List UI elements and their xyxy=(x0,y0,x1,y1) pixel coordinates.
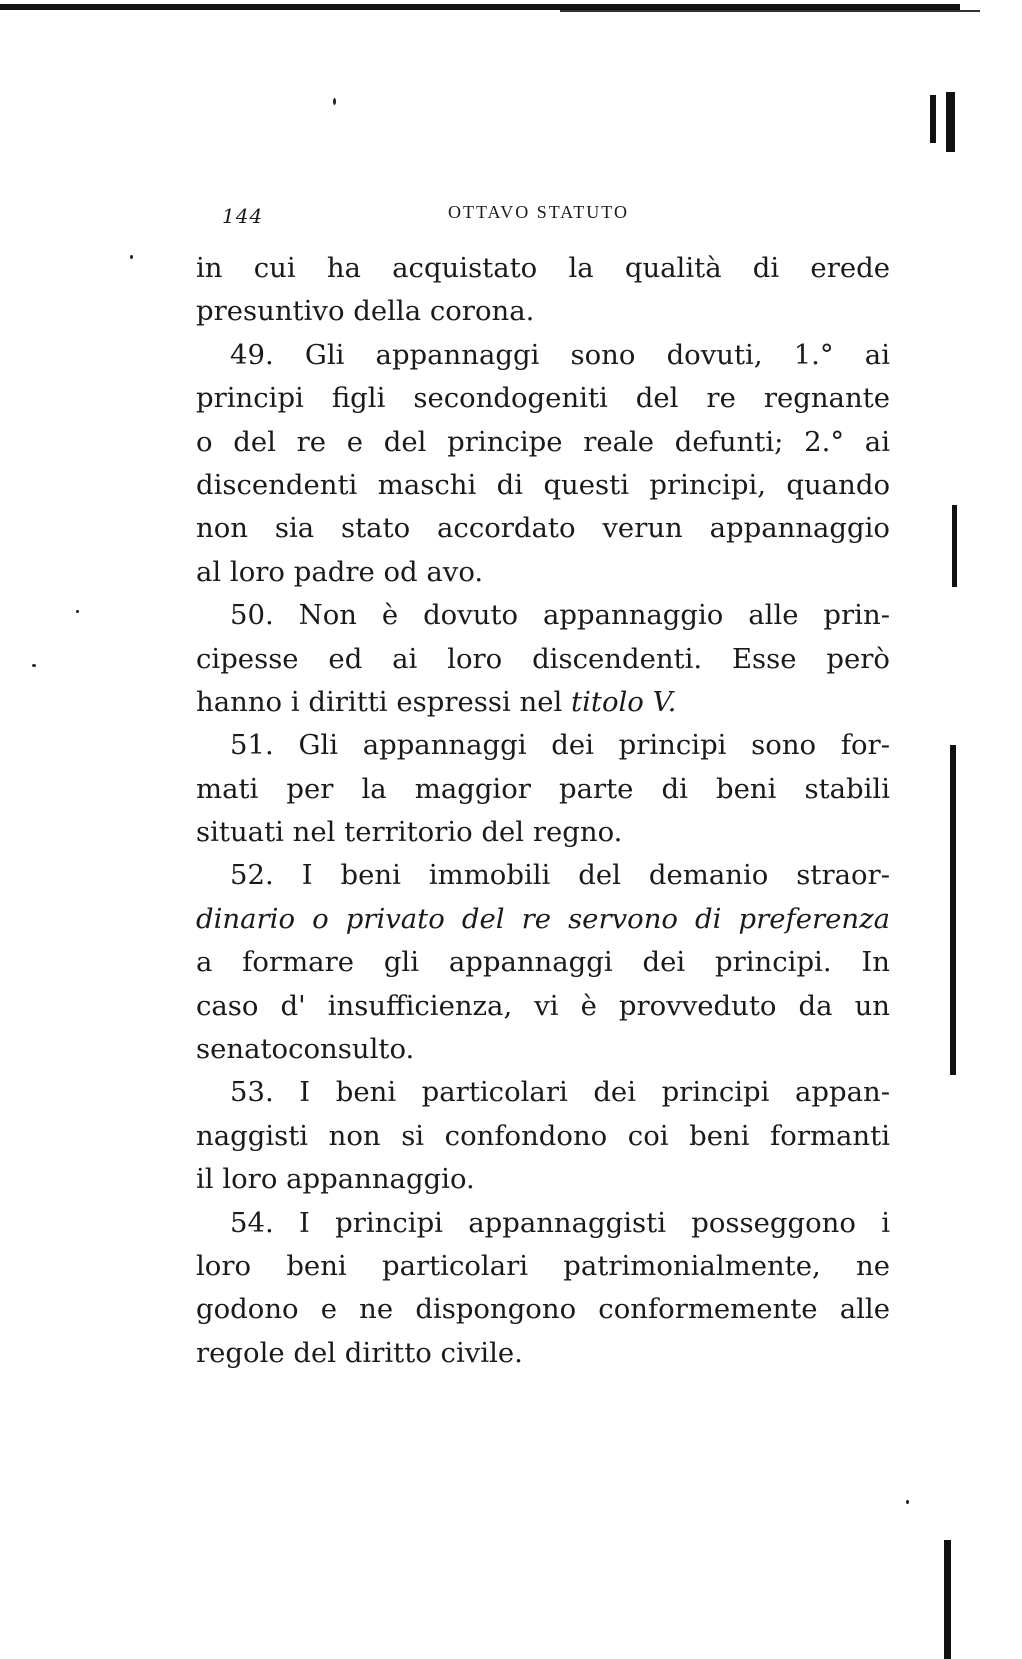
running-head xyxy=(222,202,722,232)
text-line: non sia stato accordato verun appannaggio xyxy=(196,512,890,545)
scan-top-border-thin xyxy=(560,10,980,12)
text-line: principi figli secondogeniti del re regnante xyxy=(196,382,890,415)
article-54-start: 54. I principi appannaggisti posseggono i xyxy=(230,1206,890,1239)
text-line: il loro appannaggio. xyxy=(196,1163,475,1196)
article-53-start: 53. I beni particolari dei principi appan- xyxy=(230,1076,890,1109)
text-line: caso d' insufficienza, vi è provveduto da un xyxy=(196,989,890,1022)
text-line: al loro padre od avo. xyxy=(196,555,484,588)
text-line xyxy=(196,681,890,724)
scan-speck xyxy=(333,98,336,105)
text-segment-italic: titolo V. xyxy=(571,685,677,718)
text-line: godono e ne dispongono conformemente alle xyxy=(196,1293,890,1326)
scan-edge-mark xyxy=(952,505,957,587)
text-line-italic: dinario o privato del re servono di preferenza xyxy=(196,902,890,935)
text-line: discendenti maschi di questi principi, quando xyxy=(196,468,890,501)
text-line: loro beni particolari patrimonialmente, ne xyxy=(196,1249,890,1282)
scan-speck xyxy=(130,255,133,259)
text-segment: hanno i diritti espressi nel xyxy=(196,685,563,718)
scan-speck xyxy=(76,610,79,613)
text-line: in cui ha acquistato la qualità di erede xyxy=(196,252,890,284)
text-line: naggisti non si confondono coi beni formanti xyxy=(196,1119,890,1152)
scan-edge-mark xyxy=(950,745,956,1075)
scan-edge-mark xyxy=(930,95,936,143)
article-50-start: 50. Non è dovuto appannaggio alle prin- xyxy=(230,599,890,632)
scan-edge-mark xyxy=(946,92,955,152)
article-49-start: 49. Gli appannaggi sono dovuti, 1.° ai xyxy=(230,338,890,371)
page-number: 144 xyxy=(222,204,264,228)
text-line: regole del diritto civile. xyxy=(196,1336,523,1369)
text-line: o del re e del principe reale defunti; 2.° ai xyxy=(196,425,890,458)
text-line: senatoconsulto. xyxy=(196,1033,415,1066)
article-51-start: 51. Gli appannaggi dei principi sono for- xyxy=(230,729,890,762)
scan-edge-mark xyxy=(944,1540,951,1659)
text-line: presuntivo della corona. xyxy=(196,295,535,328)
text-line: cipesse ed ai loro discendenti. Esse però xyxy=(196,642,890,675)
body-text xyxy=(196,247,890,1375)
text-line: mati per la maggior parte di beni stabili xyxy=(196,772,890,805)
scan-speck xyxy=(32,664,36,667)
article-52-start: 52. I beni immobili del demanio straor- xyxy=(230,859,890,892)
scan-speck xyxy=(906,1500,909,1504)
text-line: a formare gli appannaggi dei principi. In xyxy=(196,946,890,979)
text-line: situati nel territorio del regno. xyxy=(196,816,623,849)
running-title: OTTAVO STATUTO xyxy=(448,202,629,222)
